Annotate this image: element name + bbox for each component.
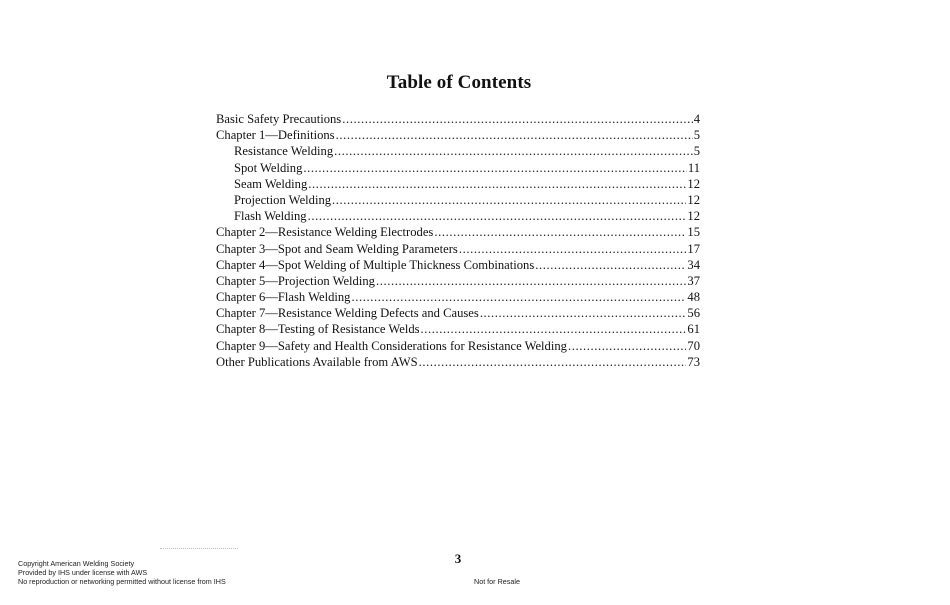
toc-entry-page: 12 <box>687 176 700 191</box>
toc-entry[interactable] <box>216 241 700 257</box>
footer-line-restriction: No reproduction or networking permitted without license from IHS <box>18 577 226 587</box>
toc-entry-page: 12 <box>687 192 700 207</box>
toc-dot-leader <box>434 224 686 240</box>
toc-dot-leader <box>535 257 686 273</box>
toc-entry[interactable] <box>216 208 700 224</box>
toc-entry-page: 73 <box>687 354 700 369</box>
toc-entry[interactable] <box>216 176 700 192</box>
toc-entry-label: Chapter 4—Spot Welding of Multiple Thickness Combinations <box>216 257 535 272</box>
toc-entry-label: Chapter 8—Testing of Resistance Welds <box>216 322 420 337</box>
toc-entry-label: Chapter 9—Safety and Health Considerations for Resistance Welding <box>216 338 567 353</box>
toc-entry-page: 48 <box>687 290 700 305</box>
toc-dot-leader <box>421 321 687 337</box>
toc-dot-leader <box>303 160 686 176</box>
scan-artifact <box>160 548 238 551</box>
toc-entry-label: Chapter 7—Resistance Welding Defects and Causes <box>216 306 479 321</box>
toc-entry-label: Chapter 5—Projection Welding <box>216 273 375 288</box>
toc-entry-page: 11 <box>687 160 700 175</box>
toc-entry[interactable] <box>216 305 700 321</box>
toc-entry-page: 15 <box>687 225 700 240</box>
toc-dot-leader <box>342 111 692 127</box>
toc-dot-leader <box>332 192 686 208</box>
toc-entry-label: Spot Welding <box>234 160 303 175</box>
toc-entry-page: 5 <box>693 144 700 159</box>
toc-entry[interactable] <box>216 354 700 370</box>
toc-entry-page: 34 <box>687 257 700 272</box>
toc-entry[interactable] <box>216 321 700 337</box>
toc-entry-label: Flash Welding <box>234 209 307 224</box>
toc-entry-page: 56 <box>687 306 700 321</box>
toc-dot-leader <box>336 127 693 143</box>
toc-entry-label: Basic Safety Precautions <box>216 112 342 126</box>
toc-entry[interactable] <box>216 160 700 176</box>
not-for-resale-notice: Not for Resale <box>474 577 520 586</box>
toc-entry[interactable] <box>216 257 700 273</box>
toc-entry-page: 61 <box>687 322 700 337</box>
toc-entry-label: Seam Welding <box>234 176 308 191</box>
toc-entry-label: Chapter 6—Flash Welding <box>216 290 351 305</box>
toc-dot-leader <box>334 143 693 159</box>
toc-entry-label: Projection Welding <box>234 192 332 207</box>
toc-entry-label: Other Publications Available from AWS <box>216 354 418 369</box>
toc-entry-page: 37 <box>687 273 700 288</box>
toc-entry[interactable] <box>216 273 700 289</box>
toc-entry[interactable] <box>216 143 700 159</box>
toc-entry[interactable] <box>216 338 700 354</box>
toc-entry-label: Chapter 1—Definitions <box>216 128 335 143</box>
footer-line-provider: Provided by IHS under license with AWS <box>18 568 148 578</box>
toc-dot-leader <box>351 289 686 305</box>
toc-entry[interactable] <box>216 192 700 208</box>
toc-list <box>216 111 700 370</box>
toc-entry-label: Chapter 2—Resistance Welding Electrodes <box>216 225 434 240</box>
toc-entry-page: 70 <box>687 338 700 353</box>
toc-entry-page: 4 <box>693 112 700 126</box>
toc-entry[interactable] <box>216 111 700 127</box>
toc-dot-leader <box>376 273 686 289</box>
toc-entry-page: 17 <box>687 241 700 256</box>
toc-entry[interactable] <box>216 127 700 143</box>
toc-dot-leader <box>459 241 687 257</box>
toc-dot-leader <box>419 354 687 370</box>
toc-entry-page: 12 <box>687 209 700 224</box>
toc-entry-page: 5 <box>693 128 700 143</box>
toc-entry[interactable] <box>216 289 700 305</box>
toc-dot-leader <box>308 208 687 224</box>
toc-entry[interactable] <box>216 224 700 240</box>
page-title: Table of Contents <box>386 72 532 93</box>
toc-dot-leader <box>308 176 686 192</box>
copyright-footer <box>18 559 226 587</box>
footer-line-copyright: Copyright American Welding Society <box>18 559 135 568</box>
toc-dot-leader <box>480 305 687 321</box>
toc-entry-label: Resistance Welding <box>234 144 334 159</box>
toc-dot-leader <box>568 338 686 354</box>
toc-entry-label: Chapter 3—Spot and Seam Welding Parameters <box>216 241 458 256</box>
page-number: 3 <box>454 551 462 566</box>
